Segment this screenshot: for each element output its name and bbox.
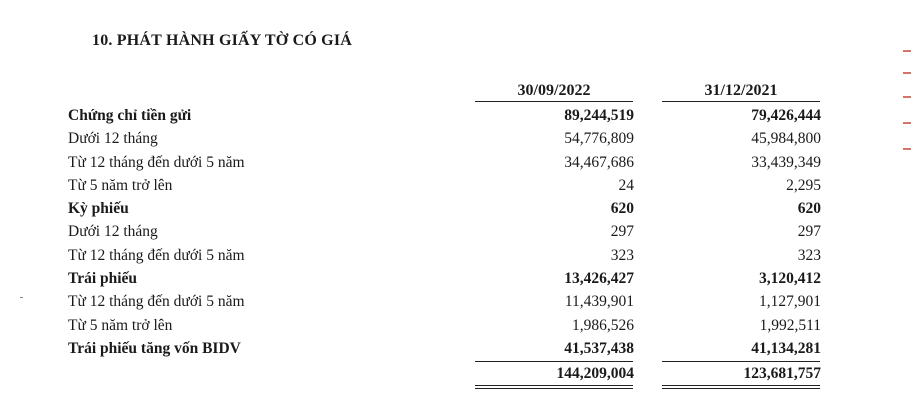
value-2021: 620 <box>797 200 821 218</box>
value-2021: 45,984,800 <box>751 130 821 148</box>
value-2021: 41,134,281 <box>751 339 821 357</box>
row-label: Trái phiếu <box>68 270 138 288</box>
value-2021: 79,426,444 <box>751 107 821 124</box>
value-2022: 89,244,519 <box>564 107 634 124</box>
value-2021: 2,295 <box>786 176 821 194</box>
double-underline <box>662 385 820 386</box>
row-label: Dưới 12 tháng <box>68 223 158 241</box>
scan-speck <box>20 297 23 298</box>
table-row <box>0 314 913 337</box>
margin-marks <box>901 50 913 180</box>
row-label: Từ 5 năm trở lên <box>68 176 173 194</box>
table-row <box>0 220 913 243</box>
column-header-2022: 30/09/2022 <box>517 82 591 99</box>
table-body <box>0 104 913 360</box>
table-row <box>0 151 913 174</box>
row-label: Kỳ phiếu <box>68 200 129 218</box>
value-2021: 3,120,412 <box>759 270 821 288</box>
table-row <box>0 174 913 197</box>
total-2021: 123,681,757 <box>743 365 821 382</box>
row-label: Từ 12 tháng đến dưới 5 năm <box>68 153 245 171</box>
table-row <box>0 197 913 220</box>
value-2022: 1,986,526 <box>572 316 634 334</box>
value-2022: 323 <box>610 246 634 264</box>
table-row <box>0 290 913 313</box>
double-underline <box>475 385 633 386</box>
table-row <box>0 104 913 127</box>
value-2022: 11,439,901 <box>564 293 634 311</box>
row-label: Từ 12 tháng đến dưới 5 năm <box>68 293 245 311</box>
value-2022: 54,776,809 <box>564 130 634 148</box>
table-row <box>0 127 913 150</box>
value-2021: 1,127,901 <box>759 293 821 311</box>
value-2022: 24 <box>618 176 634 194</box>
row-label: Dưới 12 tháng <box>68 130 158 148</box>
section-title: 10. PHÁT HÀNH GIẤY TỜ CÓ GIÁ <box>92 32 352 49</box>
double-underline <box>662 388 820 389</box>
value-2021: 33,439,349 <box>751 153 821 171</box>
value-2022: 620 <box>610 200 634 218</box>
header-underline <box>475 101 633 102</box>
table-row <box>0 337 913 360</box>
row-label: Chứng chỉ tiền gửi <box>68 107 192 124</box>
value-2021: 297 <box>797 223 821 241</box>
row-label: Trái phiếu tăng vốn BIDV <box>68 339 241 357</box>
column-header-2021: 31/12/2021 <box>704 82 778 99</box>
value-2022: 297 <box>610 223 634 241</box>
row-label: Từ 5 năm trở lên <box>68 316 173 334</box>
value-2021: 323 <box>797 246 821 264</box>
header-underline <box>662 101 820 102</box>
total-row <box>0 362 913 384</box>
row-label: Từ 12 tháng đến dưới 5 năm <box>68 246 245 264</box>
table-row <box>0 267 913 290</box>
double-underline <box>475 388 633 389</box>
value-2022: 34,467,686 <box>564 153 634 171</box>
total-2022: 144,209,004 <box>556 365 634 382</box>
value-2022: 41,537,438 <box>564 339 634 357</box>
value-2021: 1,992,511 <box>759 316 821 334</box>
table-row <box>0 244 913 267</box>
value-2022: 13,426,427 <box>564 270 634 288</box>
